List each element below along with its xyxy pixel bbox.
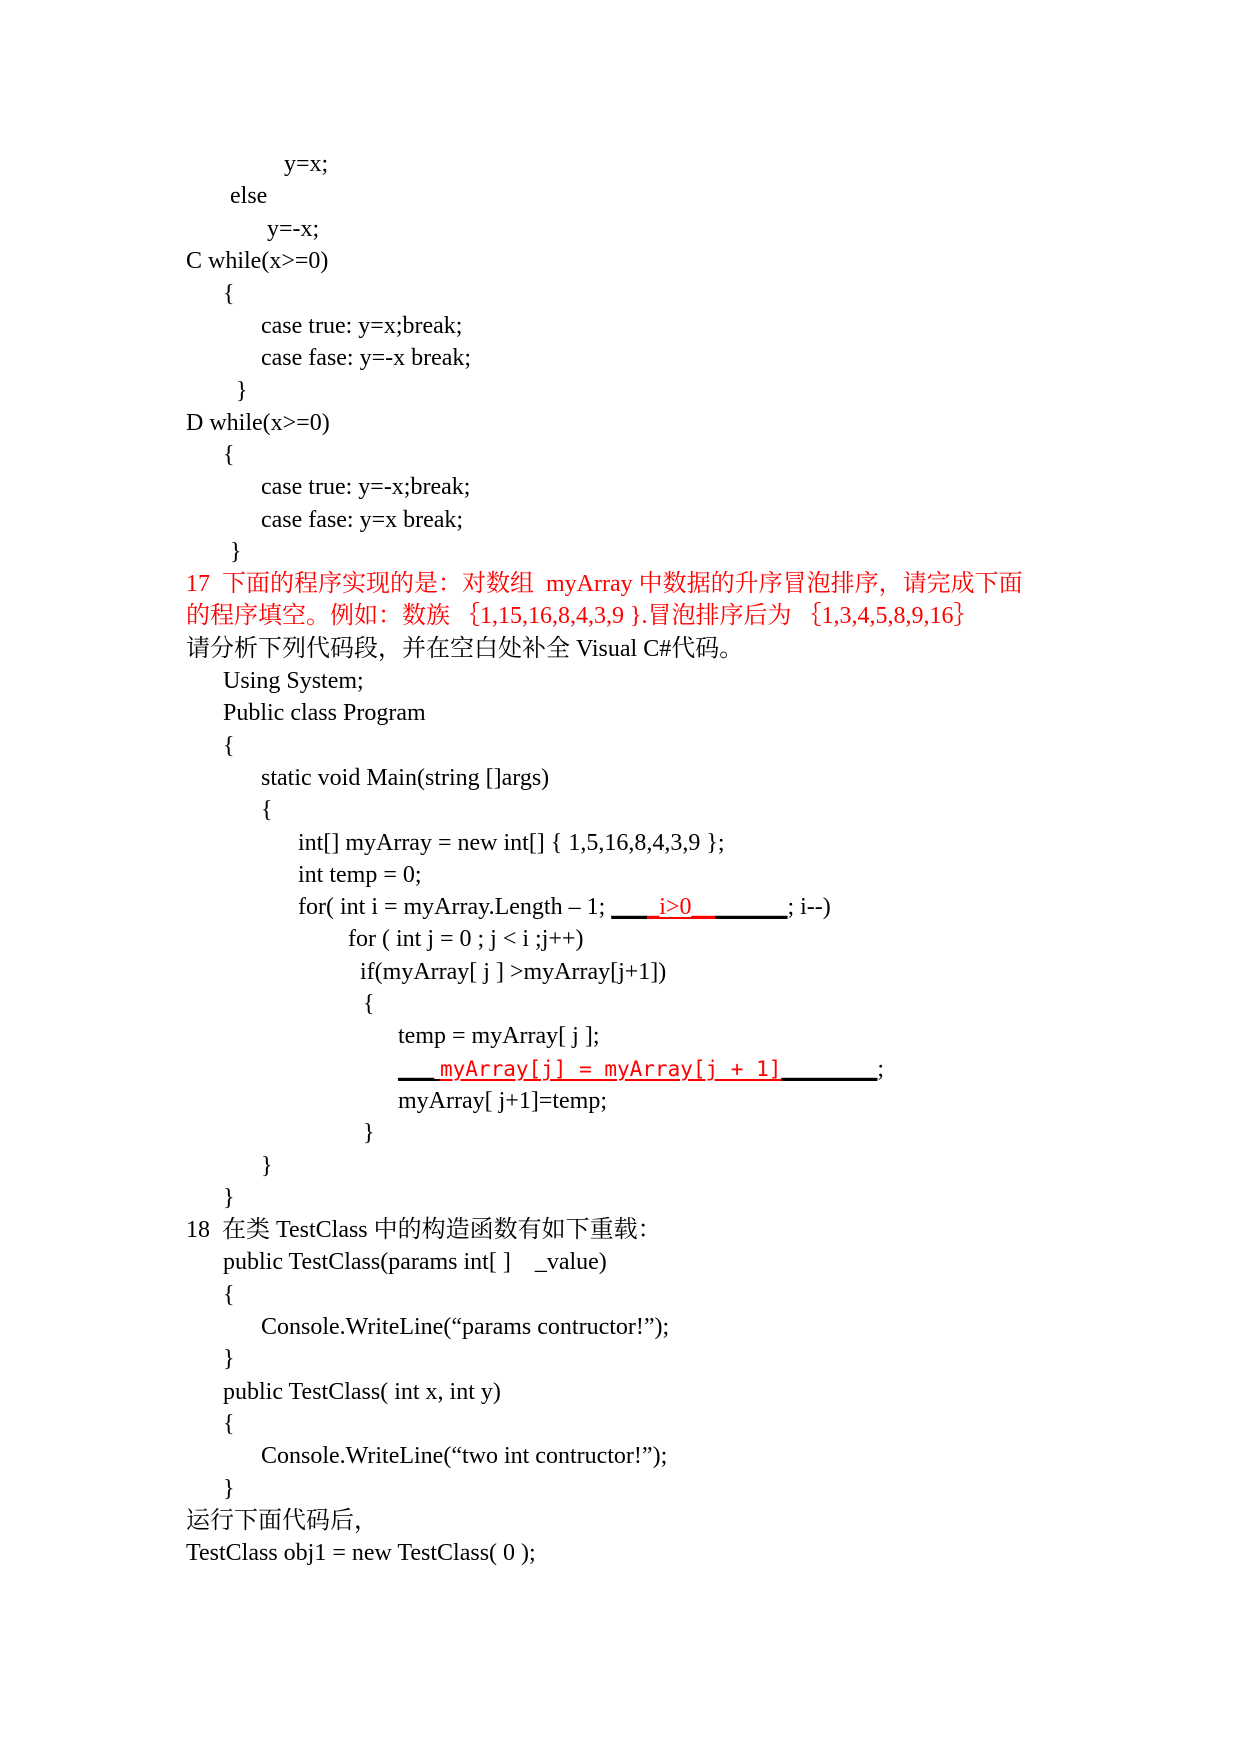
question-18-text: 18 在类 TestClass 中的构造函数有如下重载： bbox=[186, 1217, 662, 1243]
code-line: public TestClass(params int[ ] _value) bbox=[223, 1249, 607, 1275]
code-line: { bbox=[223, 1282, 235, 1308]
code-text: ; bbox=[877, 1056, 885, 1082]
code-line: Public class Program bbox=[223, 700, 426, 726]
code-line: case fase: y=-x break; bbox=[261, 345, 472, 371]
code-line: case fase: y=x break; bbox=[261, 507, 464, 533]
code-line: Console.WriteLine(“two int contructor!”); bbox=[261, 1443, 668, 1469]
code-line: Using System; bbox=[223, 668, 364, 694]
code-line: y=x; bbox=[284, 151, 329, 177]
code-line: { bbox=[223, 1411, 235, 1437]
code-line: { bbox=[363, 991, 375, 1017]
code-line: { bbox=[223, 281, 235, 307]
code-line: } bbox=[236, 378, 248, 404]
code-text: for( int i = myArray.Length – 1; bbox=[298, 894, 612, 920]
code-line: if(myArray[ j ] >myArray[j+1]) bbox=[360, 959, 667, 985]
code-line: { bbox=[223, 442, 235, 468]
code-line: myArray[ j+1]=temp; bbox=[398, 1088, 608, 1114]
code-line: } bbox=[230, 539, 242, 565]
code-line: } bbox=[261, 1153, 273, 1179]
code-line: else bbox=[230, 183, 268, 209]
code-line: Console.WriteLine(“params contructor!”); bbox=[261, 1314, 670, 1340]
code-line-with-blank bbox=[298, 892, 831, 922]
option-d-line: D while(x>=0) bbox=[186, 410, 330, 436]
blank-underline: ______ bbox=[715, 894, 788, 920]
code-line: y=-x; bbox=[267, 216, 320, 242]
question-17-text: 的程序填空。例如：数族 ｛1,15,16,8,4,3,9 }.冒泡排序后为 ｛1,3,4,5,8,9,16｝ bbox=[186, 603, 978, 629]
code-line: temp = myArray[ j ]; bbox=[398, 1023, 600, 1049]
question-17-text: 17 下面的程序实现的是：对数组 myArray 中数据的升序冒泡排序，请完成下面 bbox=[186, 571, 1023, 597]
code-line: { bbox=[223, 733, 235, 759]
code-line: TestClass obj1 = new TestClass( 0 ); bbox=[186, 1540, 536, 1566]
code-line: } bbox=[223, 1346, 235, 1372]
instruction-text: 运行下面代码后， bbox=[186, 1508, 378, 1534]
code-line: public TestClass( int x, int y) bbox=[223, 1379, 501, 1405]
code-line: case true: y=-x;break; bbox=[261, 474, 471, 500]
code-line: case true: y=x;break; bbox=[261, 313, 463, 339]
code-line: } bbox=[223, 1476, 235, 1502]
blank-underline: ___ bbox=[398, 1056, 440, 1082]
code-line: } bbox=[223, 1185, 235, 1211]
code-line: int temp = 0; bbox=[298, 862, 422, 888]
blank-underline: ________ bbox=[781, 1056, 878, 1082]
code-line: { bbox=[261, 797, 273, 823]
option-c-line: C while(x>=0) bbox=[186, 248, 329, 274]
blank-underline: ___ bbox=[611, 894, 648, 920]
code-line: for ( int j = 0 ; j < i ;j++) bbox=[348, 926, 584, 952]
code-line: static void Main(string []args) bbox=[261, 765, 550, 791]
answer-fill: myArray[j] = myArray[j + 1] bbox=[440, 1057, 782, 1081]
instruction-text: 请分析下列代码段，并在空白处补全 Visual C#代码。 bbox=[186, 636, 744, 662]
code-text: ; i--) bbox=[787, 894, 831, 920]
answer-fill: _i>0__ bbox=[647, 894, 716, 920]
code-line-with-blank bbox=[398, 1054, 884, 1084]
code-line: int[] myArray = new int[] { 1,5,16,8,4,3,9 }; bbox=[298, 830, 725, 856]
code-line: } bbox=[363, 1120, 375, 1146]
